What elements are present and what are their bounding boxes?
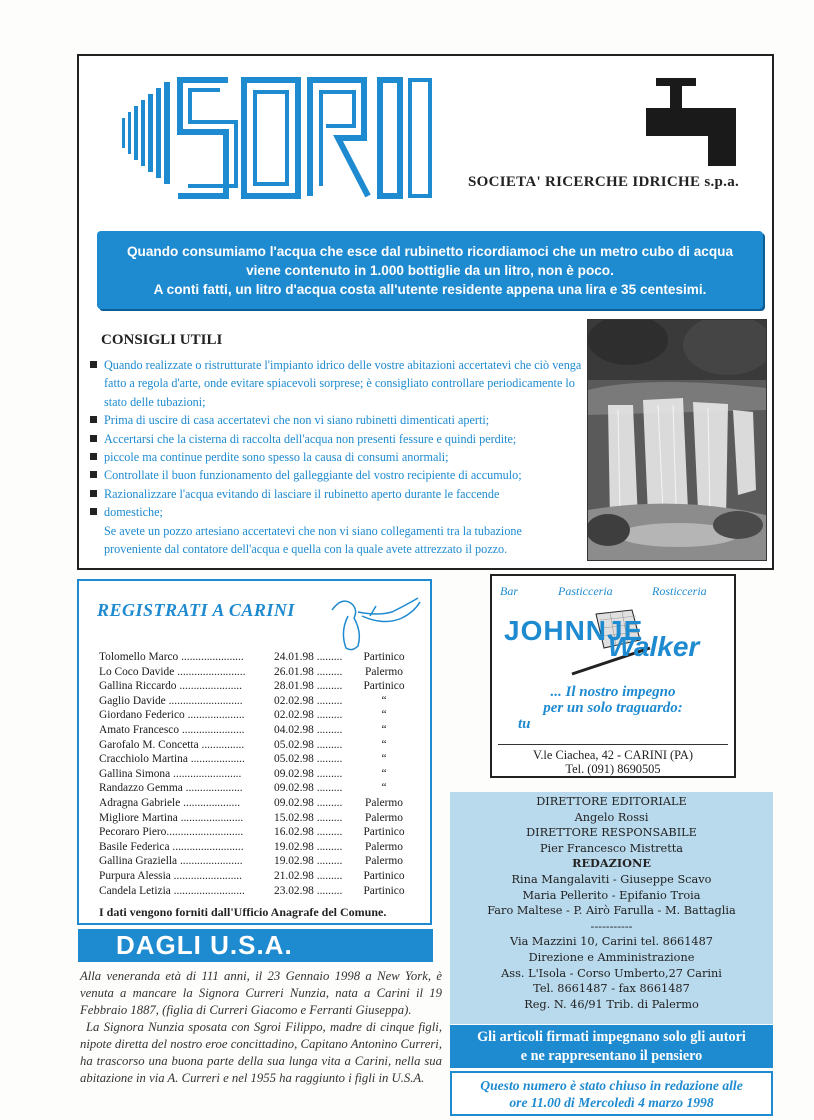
row-date: 19.02.98 ......... xyxy=(274,855,343,868)
table-row xyxy=(99,825,419,840)
tap-icon xyxy=(644,78,744,170)
row-name: Pecoraro Piero........................... xyxy=(99,826,244,839)
table-row xyxy=(99,650,419,665)
row-date: 15.02.98 ......... xyxy=(274,811,343,824)
ad-logo xyxy=(500,600,726,680)
masthead-text: DIRETTORE EDITORIALE Angelo Rossi DIRETTORE RESPONSABILE Pier Francesco Mistretta REDAZIONE Rina Mangalaviti - Giuseppe Scavo Maria Pellerito - Epifanio Troia Faro Maltese - P. Airò Farulla - M. Battaglia ----------- Via Mazzini 10, Carini tel. 8661487 Direzione e Amministrazione Ass. L'Isola - Corso Umberto,27 Carini Tel. 8661487 - fax 8661487 Reg. N. 46/91 Trib. di Palermo xyxy=(487,795,736,1011)
article-paragraph: Alla veneranda età di 111 anni, il 23 Gennaio 1998 a New York, è venuta a mancare la Signora Curreri Nunzia, nata a Carini il 19 Febbraio 1887, (figlia di Curreri Giacomo e Ferranti Giuseppa). xyxy=(80,969,442,1017)
row-name: Purpura Alessia ........................ xyxy=(99,869,243,882)
consigli-title: CONSIGLI UTILI xyxy=(101,332,223,348)
row-name: Giordano Federico .................... xyxy=(99,709,245,722)
table-row xyxy=(99,723,419,738)
ad-category-bar: Bar xyxy=(500,584,518,598)
row-name: Cracchiolo Martina ................... xyxy=(99,753,245,766)
row-date: 23.02.98 ......... xyxy=(274,884,343,897)
company-name: SOCIETA' RICERCHE IDRICHE s.p.a. xyxy=(468,174,740,190)
row-name: Gallina Graziella ...................... xyxy=(99,855,243,868)
row-date: 02.02.98 ......... xyxy=(274,694,343,707)
row-date: 24.01.98 ......... xyxy=(274,651,343,663)
row-place: “ xyxy=(381,753,387,766)
row-place: “ xyxy=(381,738,387,751)
list-item: Razionalizzare l'acqua evitando di lasciare il rubinetto aperto durante le faccende xyxy=(90,485,582,503)
table-row xyxy=(99,694,419,709)
bullet-icon xyxy=(90,508,97,515)
row-name: Garofalo M. Concetta ............... xyxy=(99,738,245,751)
list-item: Prima di uscire di casa accertatevi che non vi siano rubinetti dimenticati aperti; xyxy=(90,411,582,429)
banner-line: A conti fatti, un litro d'acqua costa all'utente residente appena una lira e 35 centesimi. xyxy=(153,281,707,297)
row-name: Gaglio Davide .......................... xyxy=(99,694,243,707)
bullet-icon xyxy=(90,490,97,497)
closing-date-box: Questo numero è stato chiuso in redazione alle ore 11.00 di Mercoledì 4 marzo 1998 xyxy=(450,1071,773,1116)
row-date: 16.02.98 ......... xyxy=(274,826,343,839)
bullet-icon xyxy=(90,435,97,442)
table-row xyxy=(99,738,419,753)
table-row xyxy=(99,869,419,884)
list-item: Accertarsi che la cisterna di raccolta dell'acqua non presenti fessure e quindi perdite; xyxy=(90,430,582,448)
row-date: 09.02.98 ......... xyxy=(274,782,343,795)
row-date: 09.02.98 ......... xyxy=(274,767,343,780)
row-place: “ xyxy=(381,723,387,736)
row-name: Basile Federica ......................... xyxy=(99,840,244,853)
bullet-icon xyxy=(90,471,97,478)
row-date: 28.01.98 ......... xyxy=(274,680,343,693)
row-name: Gallina Simona ........................ xyxy=(99,767,242,780)
row-place: Palermo xyxy=(365,665,403,678)
row-place: Palermo xyxy=(365,811,403,824)
row-date: 19.02.98 ......... xyxy=(274,840,343,853)
row-name: Gallina Riccardo ...................... xyxy=(99,680,242,693)
ad-divider xyxy=(498,744,728,745)
row-place: Palermo xyxy=(365,796,403,809)
table-row xyxy=(99,679,419,694)
ad-brand-walker: Walker xyxy=(608,631,700,662)
water-info-banner xyxy=(97,231,763,309)
list-item: Quando realizzate o ristrutturate l'impianto idrico delle vostre abitazioni accertatevi che ciò venga fatto a regola d'arte, onde evitare spiacevoli sorprese; è consigliato controllare periodicamente lo stato delle tubazioni; xyxy=(90,356,582,411)
list-item: piccole ma continue perdite sono spesso la causa di consumi anormali; xyxy=(90,448,582,466)
row-date: 09.02.98 ......... xyxy=(274,796,343,809)
list-item: Se avete un pozzo artesiano accertatevi che non vi siano collegamenti tra la tubazione proveniente dal contatore dell'acqua e quella con la quale avete attrezzato il pozzo. xyxy=(104,523,522,557)
row-place: Partinico xyxy=(363,680,405,693)
table-row xyxy=(99,781,419,796)
table-row xyxy=(99,796,419,811)
row-name: Amato Francesco ...................... xyxy=(99,723,245,736)
registrati-title: REGISTRATI A CARINI xyxy=(97,600,295,620)
row-name: Tolomello Marco ...................... xyxy=(99,651,244,663)
row-place: Partinico xyxy=(363,869,405,882)
list-item: domestiche; xyxy=(90,503,582,521)
row-place: “ xyxy=(381,782,387,795)
bullet-icon xyxy=(90,416,97,423)
row-place: “ xyxy=(381,709,387,722)
ad-category-pasticceria: Pasticceria xyxy=(558,584,613,598)
banner-line: viene contenuto in 1.000 bottiglie da un litro, non è poco. xyxy=(246,262,614,278)
sori-logo xyxy=(118,70,443,210)
table-row xyxy=(99,811,419,826)
table-row xyxy=(99,840,419,855)
usa-heading: DAGLI U.S.A. xyxy=(78,929,433,962)
table-row xyxy=(99,665,419,680)
table-row xyxy=(99,708,419,723)
ad-category-rosticceria: Rosticceria xyxy=(652,584,707,598)
row-place: Partinico xyxy=(363,884,405,897)
row-name: Candela Letizia ......................... xyxy=(99,884,245,897)
bullet-icon xyxy=(90,453,97,460)
waterfall-photo xyxy=(587,319,767,561)
row-name: Lo Coco Davide ........................ xyxy=(99,665,246,678)
ad-brand-johnnje: JOHNNJE xyxy=(504,615,644,646)
row-name: Randazzo Gemma .................... xyxy=(99,782,243,795)
row-date: 21.02.98 ......... xyxy=(274,869,343,882)
banner-line: Quando consumiamo l'acqua che esce dal rubinetto ricordiamoci che un metro cubo di acqua xyxy=(126,243,734,259)
table-row xyxy=(99,752,419,767)
row-date: 04.02.98 ......... xyxy=(274,723,343,736)
article-paragraph: La Signora Nunzia sposata con Sgroi Filippo, madre di cinque figli, nipote diretta del nostro eroe concittadino, Capitano Antonino Curreri, ha trascorso una buona parte della sua lunga vita a Carini, nella sua abitazione in via A. Curreri e nel 1955 ha raggiunto i figli in U.S.A. xyxy=(80,1020,442,1085)
bullet-icon xyxy=(90,361,97,368)
row-place: Palermo xyxy=(365,855,403,868)
row-date: 02.02.98 ......... xyxy=(274,709,343,722)
list-item: Controllate il buon funzionamento del galleggiante del vostro recipiente di accumulo; xyxy=(90,466,582,484)
ad-address: V.le Ciachea, 42 - CARINI (PA) Tel. (091) 8690505 xyxy=(532,748,694,776)
consigli-list xyxy=(90,356,582,558)
row-place: Palermo xyxy=(365,840,403,853)
row-place: “ xyxy=(381,767,387,780)
registrati-table xyxy=(99,650,419,898)
table-row xyxy=(99,767,419,782)
row-place: Partinico xyxy=(363,826,405,839)
row-name: Migliore Martina ...................... xyxy=(99,811,244,824)
registrati-note: I dati vengono forniti dall'Ufficio Anagrafe del Comune. xyxy=(99,905,387,919)
table-row xyxy=(99,884,419,899)
stork-icon xyxy=(318,592,422,654)
row-date: 26.01.98 ......... xyxy=(274,665,343,678)
table-row xyxy=(99,854,419,869)
row-place: “ xyxy=(381,694,387,707)
row-place: Partinico xyxy=(363,651,405,663)
row-date: 05.02.98 ......... xyxy=(274,753,343,766)
ad-slogan: ... Il nostro impegno per un solo traguardo: tu xyxy=(518,684,683,732)
row-name: Adragna Gabriele .................... xyxy=(99,796,241,809)
disclaimer-banner: Gli articoli firmati impegnano solo gli autori e ne rappresentano il pensiero xyxy=(450,1025,773,1068)
usa-article xyxy=(80,968,442,1087)
row-date: 05.02.98 ......... xyxy=(274,738,343,751)
